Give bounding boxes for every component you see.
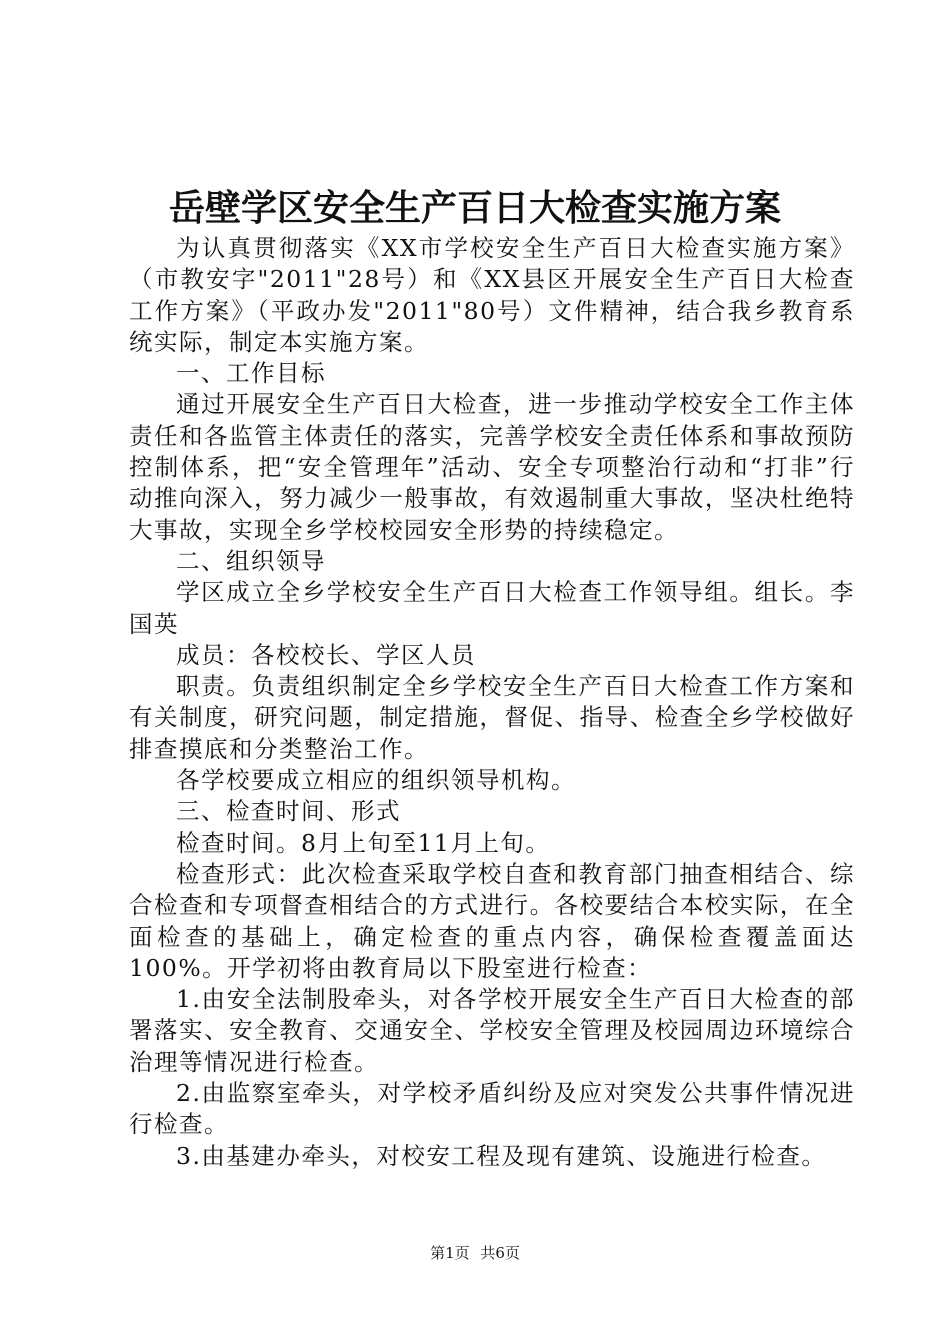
list-item-2: 2.由监察室牵头，对学校矛盾纠纷及应对突发公共事件情况进行检查。 (129, 1079, 855, 1139)
list-item-1: 1.由安全法制股牵头，对各学校开展安全生产百日大检查的部署落实、安全教育、交通安全、学校安全管理及校园周边环境综合治理等情况进行检查。 (129, 985, 855, 1076)
paragraph-work-goal: 通过开展安全生产百日大检查，进一步推动学校安全工作主体责任和各监管主体责任的落实，完善学校安全责任体系和事故预防控制体系，把“安全管理年”活动、安全专项整治行动和“打非”行动推向深入，努力减少一般事故，有效遏制重大事故，坚决杜绝特大事故，实现全乡学校校园安全形势的持续稳定。 (129, 390, 855, 544)
page-total: 共6页 (480, 1244, 520, 1262)
paragraph-check-form: 检查形式：此次检查采取学校自查和教育部门抽查相结合、综合检查和专项督查相结合的方式进行。各校要结合本校实际，在全面检查的基础上，确定检查的重点内容，确保检查覆盖面达100%。开学初将由教育局以下股室进行检查： (129, 859, 855, 982)
paragraph-members: 成员：各校校长、学区人员 (176, 640, 476, 669)
document-body (129, 233, 855, 1172)
list-item-3: 3.由基建办牵头，对校安工程及现有建筑、设施进行检查。 (176, 1141, 827, 1170)
page-number: 第1页 (430, 1244, 470, 1262)
paragraph-leader-group: 学区成立全乡学校安全生产百日大检查工作领导组。组长。李国英 (129, 578, 855, 638)
document-title: 岳壁学区安全生产百日大检查实施方案 (168, 187, 781, 229)
heading-work-goal: 一、工作目标 (176, 359, 326, 388)
heading-time-form: 三、检查时间、形式 (176, 797, 401, 826)
page-footer (0, 1241, 950, 1265)
heading-organization: 二、组织领导 (176, 546, 326, 575)
paragraph-check-time: 检查时间。8月上旬至11月上旬。 (176, 828, 551, 857)
paragraph-school-organization: 各学校要成立相应的组织领导机构。 (176, 766, 576, 795)
paragraph-intro: 为认真贯彻落实《XX市学校安全生产百日大检查实施方案》（市教安字"2011"28号）和《XX县区开展安全生产百日大检查工作方案》（平政办发"2011"80号）文件精神，结合我乡教育系统实际，制定本实施方案。 (129, 234, 855, 356)
paragraph-duties: 职责。负责组织制定全乡学校安全生产百日大检查工作方案和有关制度，研究问题，制定措施，督促、指导、检查全乡学校做好排查摸底和分类整治工作。 (129, 672, 855, 763)
